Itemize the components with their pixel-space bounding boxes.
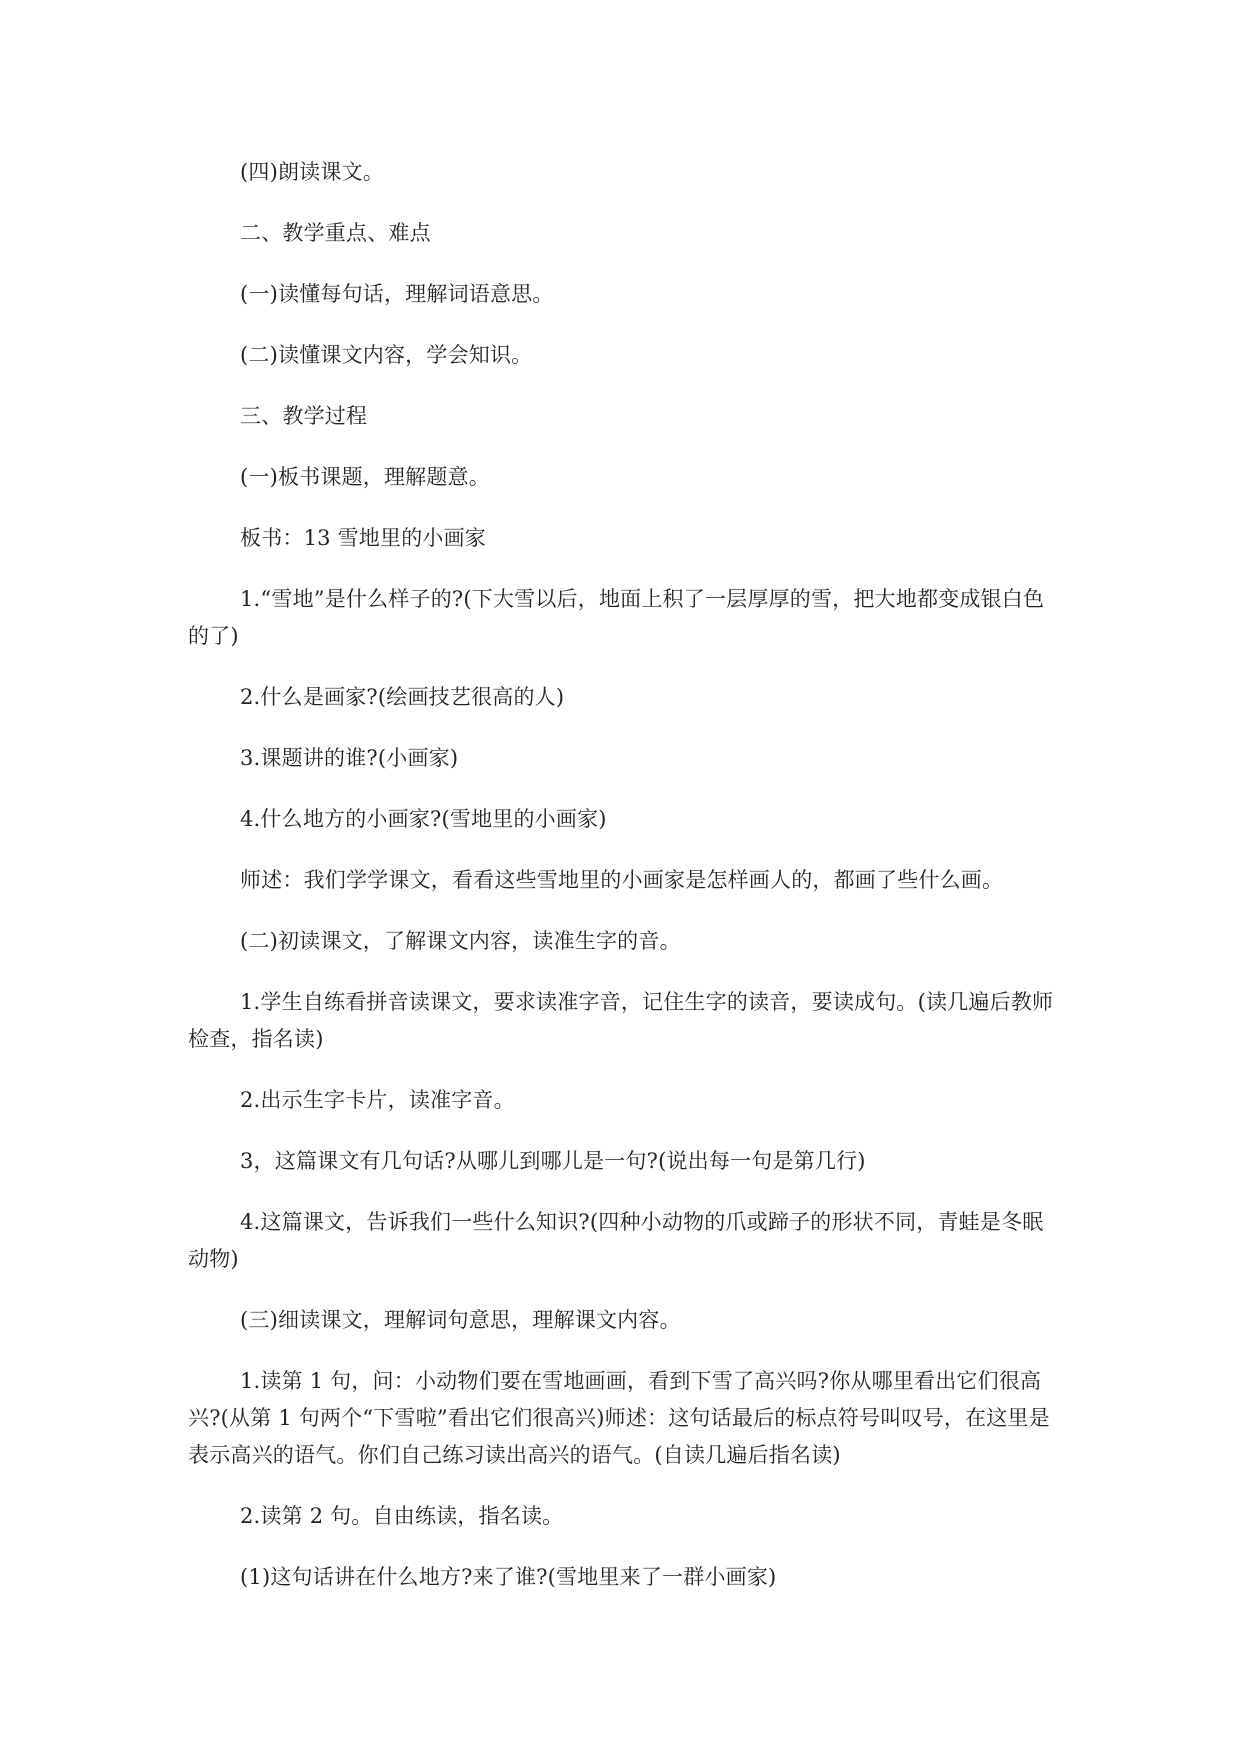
paragraph-key-point-two: (二)读懂课文内容，学会知识。 — [240, 343, 533, 367]
paragraph-reading-four: 4.这篇课文，告诉我们一些什么知识?(四种小动物的爪或蹄子的形状不同，青蛙是冬眠动物) — [188, 1210, 1044, 1271]
paragraph-board-title: 板书：13 雪地里的小画家 — [240, 526, 486, 550]
paragraph-question-two: 2.什么是画家?(绘画技艺很高的人) — [240, 685, 565, 709]
document-body — [188, 154, 1058, 1620]
heading-teaching-process: 三、教学过程 — [240, 404, 368, 428]
paragraph-reading-one: 1.学生自练看拼音读课文，要求读准字音，记住生字的读音，要读成句。(读几遍后教师检查，指名读) — [188, 990, 1054, 1051]
heading-key-points: 二、教学重点、难点 — [240, 221, 431, 245]
paragraph-question-three: 3.课题讲的谁?(小画家) — [240, 746, 459, 770]
paragraph-question-four: 4.什么地方的小画家?(雪地里的小画家) — [240, 807, 607, 831]
paragraph-reading-two: 2.出示生字卡片，读准字音。 — [240, 1088, 515, 1112]
paragraph-reading-three: 3，这篇课文有几句话?从哪儿到哪儿是一句?(说出每一句是第几行) — [240, 1149, 866, 1173]
paragraph-detail-two-sub-one: (1)这句话讲在什么地方?来了谁?(雪地里来了一群小画家) — [240, 1565, 777, 1589]
paragraph-detail-two: 2.读第 2 句。自由练读，指名读。 — [240, 1504, 564, 1528]
paragraph-question-one: 1.“雪地”是什么样子的?(下大雪以后，地面上积了一层厚厚的雪，把大地都变成银白色的了) — [188, 587, 1045, 648]
paragraph-step-four: (四)朗读课文。 — [240, 160, 384, 184]
paragraph-detail-one: 1.读第 1 句，问：小动物们要在雪地画画，看到下雪了高兴吗?你从哪里看出它们很高兴?(从第 1 句两个“下雪啦”看出它们很高兴)师述：这句话最后的标点符号叫叹号，在这里是表示高兴的语气。你们自己练习读出高兴的语气。(自读几遍后指名读) — [188, 1369, 1050, 1467]
paragraph-teacher-statement: 师述：我们学学课文，看看这些雪地里的小画家是怎样画人的，都画了些什么画。 — [240, 868, 1004, 892]
paragraph-key-point-one: (一)读懂每句话，理解词语意思。 — [240, 282, 554, 306]
paragraph-process-three: (三)细读课文，理解词句意思，理解课文内容。 — [240, 1308, 681, 1332]
paragraph-process-one: (一)板书课题，理解题意。 — [240, 465, 490, 489]
paragraph-process-two: (二)初读课文，了解课文内容，读准生字的音。 — [240, 929, 681, 953]
